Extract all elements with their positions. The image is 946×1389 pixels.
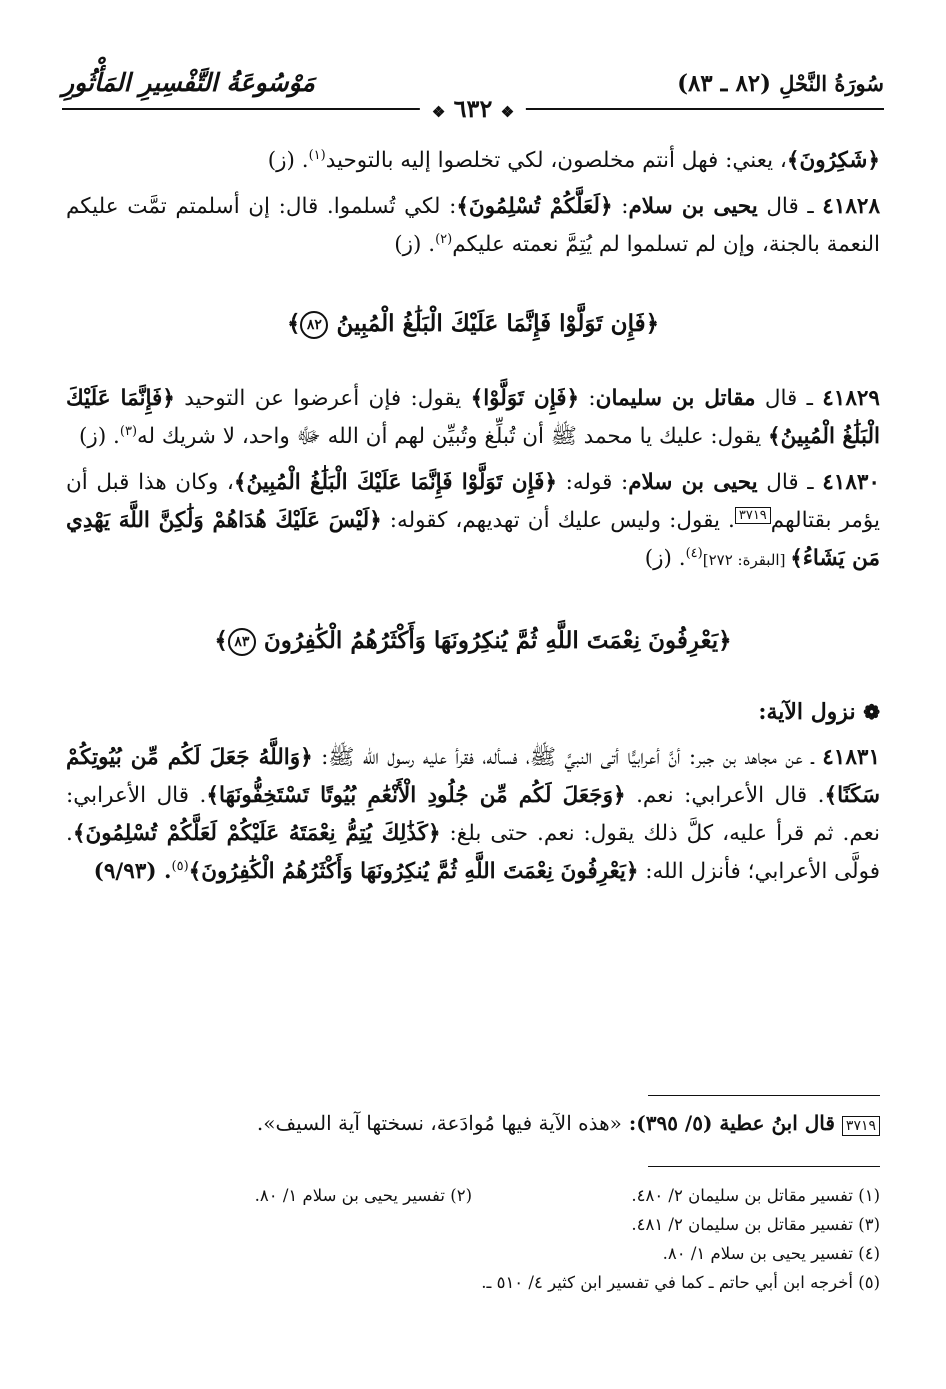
verse-text: ﴿يَعْرِفُونَ نِعْمَتَ اللَّهِ ثُمَّ يُنكِرُونَهَا وَأَكْثَرُهُمُ الْكَٰفِرُونَ bbox=[263, 627, 732, 654]
page-number-value: ٦٣٢ bbox=[453, 94, 493, 123]
footnote-marker: (٢) bbox=[435, 231, 453, 247]
commentary-text: «هذه الآية فيها مُوادَعة، نسختها آية السيف». bbox=[256, 1111, 622, 1135]
entry-intro: ـ قال bbox=[757, 194, 823, 219]
entry-text: . يقول: وليس عليك أن تهديهم، كقوله: bbox=[381, 508, 735, 533]
verse-range: (٨٢ ـ ٨٣) bbox=[677, 70, 772, 97]
entry-end: . (ز) bbox=[394, 232, 436, 257]
sura-name: سُورَةُ النَّحْلِ bbox=[779, 71, 884, 96]
entry-text: . قال الأعرابي: نعم. bbox=[625, 783, 825, 808]
entry-number: ٤١٨٢٩ bbox=[822, 386, 880, 411]
entry-41831 bbox=[66, 739, 880, 891]
quran-quote: ﴿وَاللَّهُ جَعَلَ لَكُم مِّن بُيُوتِكُمْ سَكَنًا﴾ bbox=[66, 745, 881, 808]
quran-quote: ﴿لَعَلَّكُمْ تُسْلِمُونَ﴾ bbox=[456, 194, 613, 219]
verse-82 bbox=[66, 304, 880, 344]
footnote-marker: (٣) bbox=[119, 423, 138, 439]
entry-end: . (٩/٩٣) bbox=[93, 859, 172, 884]
footnote-5: (٥) أخرجه ابن أبي حاتم ـ كما في تفسير ابن كثير ٤/ ٥١٠ ـ. bbox=[481, 1273, 880, 1292]
section-title: نزول الآية: bbox=[758, 699, 864, 725]
entry-41828 bbox=[66, 188, 880, 264]
footnote-row bbox=[66, 1239, 880, 1268]
footnotes bbox=[66, 1181, 880, 1297]
footnotes-rule bbox=[648, 1166, 880, 1167]
commentary-rule bbox=[648, 1095, 880, 1096]
entry-text: . قال الأعرابي: نعم. ثم قرأ عليه، كلَّ ذلك يقول: نعم. حتى بلغ: bbox=[66, 783, 880, 846]
quran-quote: ﴿فَإِنَّمَا عَلَيْكَ الْبَلَٰغُ الْمُبِينُ﴾ bbox=[66, 386, 880, 449]
narrator-name: يحيى بن سلام bbox=[628, 194, 758, 219]
commentary-note bbox=[66, 1108, 880, 1138]
entry-text: : قوله: bbox=[557, 470, 629, 495]
footnote-row bbox=[66, 1181, 880, 1210]
ornament-icon: ❖ bbox=[431, 103, 446, 121]
footnote-marker: (١) bbox=[308, 147, 326, 163]
page-number bbox=[420, 94, 526, 123]
entry-41829 bbox=[66, 380, 880, 456]
entry-colon: : bbox=[579, 386, 596, 411]
quran-quote: ﴿كَذَٰلِكَ يُتِمُّ نِعْمَتَهُ عَلَيْكُمْ لَعَلَّكُمْ تُسْلِمُونَ﴾ bbox=[72, 821, 441, 846]
entry-text: ، يعني: فهل أنتم مخلصون، لكي تخلصوا إليه بالتوحيد bbox=[325, 148, 787, 173]
footnote-row bbox=[66, 1268, 880, 1297]
narrator-name: مقاتل بن سليمان bbox=[595, 386, 756, 411]
quran-quote: ﴿فَإِن تَوَلَّوْا فَإِنَّمَا عَلَيْكَ الْبَلَٰغُ الْمُبِينُ﴾ bbox=[233, 470, 558, 495]
narrator-name: يحيى بن سلام bbox=[628, 470, 758, 495]
quran-reference: [البقرة: ٢٧٢] bbox=[702, 551, 791, 569]
entry-intro: ـ قال bbox=[755, 386, 823, 411]
verse-close: ﴾ bbox=[286, 310, 301, 337]
main-text bbox=[66, 142, 880, 891]
verse-number-badge: ٨٣ bbox=[228, 628, 256, 656]
entry-text: : لكي تُسلموا. قال: إن أسلمتم تمَّت عليكم النعمة بالجنة، وإن لم تسلموا لم يُتِمَّ نعمته عليكم bbox=[66, 194, 880, 257]
quran-quote: ﴿وَجَعَلَ لَكُم مِّن جُلُودِ الْأَنْعَٰمِ بُيُوتًا تَسْتَخِفُّونَهَا﴾ bbox=[206, 783, 626, 808]
ornament-icon: ❖ bbox=[500, 103, 515, 121]
entry-number: ٤١٨٢٨ bbox=[822, 194, 881, 219]
footnote-marker: (٤) bbox=[685, 545, 703, 561]
verse-text: ﴿فَإِن تَوَلَّوْا فَإِنَّمَا عَلَيْكَ الْبَلَٰغُ الْمُبِينُ bbox=[336, 310, 660, 337]
commentary-ref-box: ٣٧١٩ bbox=[842, 1116, 880, 1136]
commentary-author: قال ابنُ عطية (٥/ ٣٩٥): bbox=[621, 1111, 842, 1135]
footnote-1: (١) تفسير مقاتل بن سليمان ٢/ ٤٨٠. bbox=[631, 1186, 880, 1205]
entry-41830 bbox=[66, 464, 880, 579]
entry-end: . (ز) bbox=[79, 424, 120, 449]
footnote-marker: (٥) bbox=[171, 858, 189, 874]
entry-text: يقول: عليك يا محمد ﷺ أن تُبلِّغ وتُبيِّن لهم أن الله ﷻ واحد، لا شريك له bbox=[137, 424, 769, 449]
section-heading bbox=[66, 693, 880, 731]
footnote-3: (٣) تفسير مقاتل بن سليمان ٢/ ٤٨١. bbox=[631, 1215, 880, 1234]
entry-colon: : bbox=[612, 194, 629, 219]
flower-icon: ❁ bbox=[863, 700, 880, 724]
verse-number-badge: ٨٢ bbox=[300, 311, 328, 339]
entry-end: . (ز) bbox=[267, 148, 309, 173]
footnote-4: (٤) تفسير يحيى بن سلام ١/ ٨٠. bbox=[662, 1244, 880, 1263]
entry-text: يقول: فإن أعرضوا عن التوحيد bbox=[174, 386, 471, 411]
sura-heading bbox=[677, 70, 884, 97]
verse-close: ﴾ bbox=[214, 627, 228, 654]
entry-text: ، وكان هذا قبل أن يؤمر بقتالهم bbox=[66, 470, 880, 533]
book-title: مَوْسُوعَةُ التَّفْسِيرِ المَأْثُورِ bbox=[62, 68, 315, 97]
entry-continuation bbox=[66, 142, 880, 180]
entry-end: . (ز) bbox=[644, 546, 686, 571]
entry-text: . فولَّى الأعرابي؛ فأنزل الله: bbox=[66, 821, 880, 884]
quran-quote: ﴿لَيْسَ عَلَيْكَ هُدَاهُمْ وَلَٰكِنَّ اللَّهَ يَهْدِي مَن يَشَاءُ﴾ bbox=[66, 508, 880, 571]
quran-quote: ﴿يَعْرِفُونَ نِعْمَتَ اللَّهِ ثُمَّ يُنكِرُونَهَا وَأَكْثَرُهُمُ الْكَٰفِرُونَ﴾ bbox=[188, 859, 639, 884]
verse-83 bbox=[66, 621, 880, 661]
entry-text: ـ عن مجاهد بن جبر: أنَّ أعرابيًّا أتى النبيَّ ﷺ، فسأله، فقرأ عليه رسول الله ﷺ: bbox=[312, 745, 823, 770]
entry-number: ٤١٨٣١ bbox=[822, 745, 880, 770]
footnote-2: (٢) تفسير يحيى بن سلام ١/ ٨٠. bbox=[254, 1186, 472, 1205]
page-header bbox=[62, 68, 884, 123]
entry-number: ٤١٨٣٠ bbox=[822, 470, 880, 495]
quran-quote: ﴿شَكِرُونَ﴾ bbox=[786, 148, 880, 173]
entry-intro: ـ قال bbox=[757, 470, 823, 495]
footnote-row bbox=[66, 1210, 880, 1239]
quran-quote: ﴿فَإِن تَوَلَّوْا﴾ bbox=[470, 386, 580, 411]
commentary-ref-box: ٣٧١٩ bbox=[735, 507, 771, 524]
